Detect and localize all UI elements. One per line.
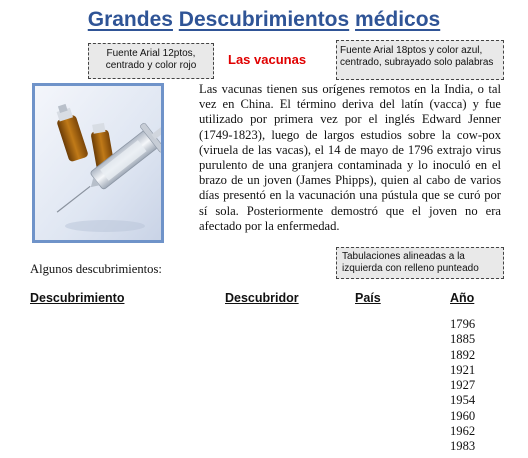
- header-anio: Año: [450, 291, 475, 305]
- table-row: [0, 378, 528, 393]
- cell-year: 1892: [450, 347, 476, 362]
- discoveries-table: [0, 317, 528, 455]
- list-intro: Algunos descubrimientos:: [30, 262, 162, 276]
- cell-year: 1927: [450, 378, 476, 393]
- title-word-3: médicos: [355, 8, 441, 31]
- title-word-2: Descubrimientos: [178, 8, 350, 31]
- cell-year: 1960: [450, 408, 476, 423]
- cell-year: 1885: [450, 332, 476, 347]
- callout-title-format: Fuente Arial 18ptos y color azul, centrado, subrayado solo palabras: [336, 40, 504, 80]
- header-descubridor: Descubridor: [225, 291, 299, 305]
- table-row: [0, 439, 528, 454]
- subtitle: Las vacunas: [228, 52, 307, 67]
- table-row: [0, 393, 528, 408]
- header-pais: País: [355, 291, 381, 305]
- cell-year: 1962: [450, 424, 476, 439]
- cell-year: 1983: [450, 439, 476, 454]
- vaccine-photo: [32, 83, 164, 243]
- callout-tab-format: Tabulaciones alineadas a la izquierda con relleno punteado: [336, 247, 504, 279]
- cell-year: 1796: [450, 317, 476, 331]
- table-row: [0, 348, 528, 363]
- table-row: [0, 317, 528, 332]
- table-row: [0, 409, 528, 424]
- syringe-vials-photo-icon: [35, 86, 161, 240]
- callout-subtitle-format: Fuente Arial 12ptos, centrado y color rojo: [88, 43, 214, 79]
- page-title: [0, 8, 528, 32]
- table-row: [0, 332, 528, 347]
- cell-year: 1921: [450, 362, 476, 377]
- table-row: [0, 363, 528, 378]
- body-paragraph: Las vacunas tienen sus orígenes remotos en la India, o tal vez en China. El término deriva del latín (vacca) y fue utilizado por primera vez por el inglés Edward Jenner (1749-1823), luego de largos estudios sobre la cow-pox (viruela de las vacas), el 14 de mayo de 1796 extrajo virus purulento de una granjera contaminada y lo inoculó en el brazo de un joven (James Phipps), quien al cabo de varios días presentó en la vacunación una pústula que se curó por sí sola. Posteriormente demostró que el joven no era afectado por la enfermedad.: [199, 82, 501, 233]
- title-word-1: Grandes: [87, 8, 173, 31]
- cell-year: 1954: [450, 393, 476, 408]
- table-row: [0, 424, 528, 439]
- header-descubrimiento: Descubrimiento: [30, 291, 125, 305]
